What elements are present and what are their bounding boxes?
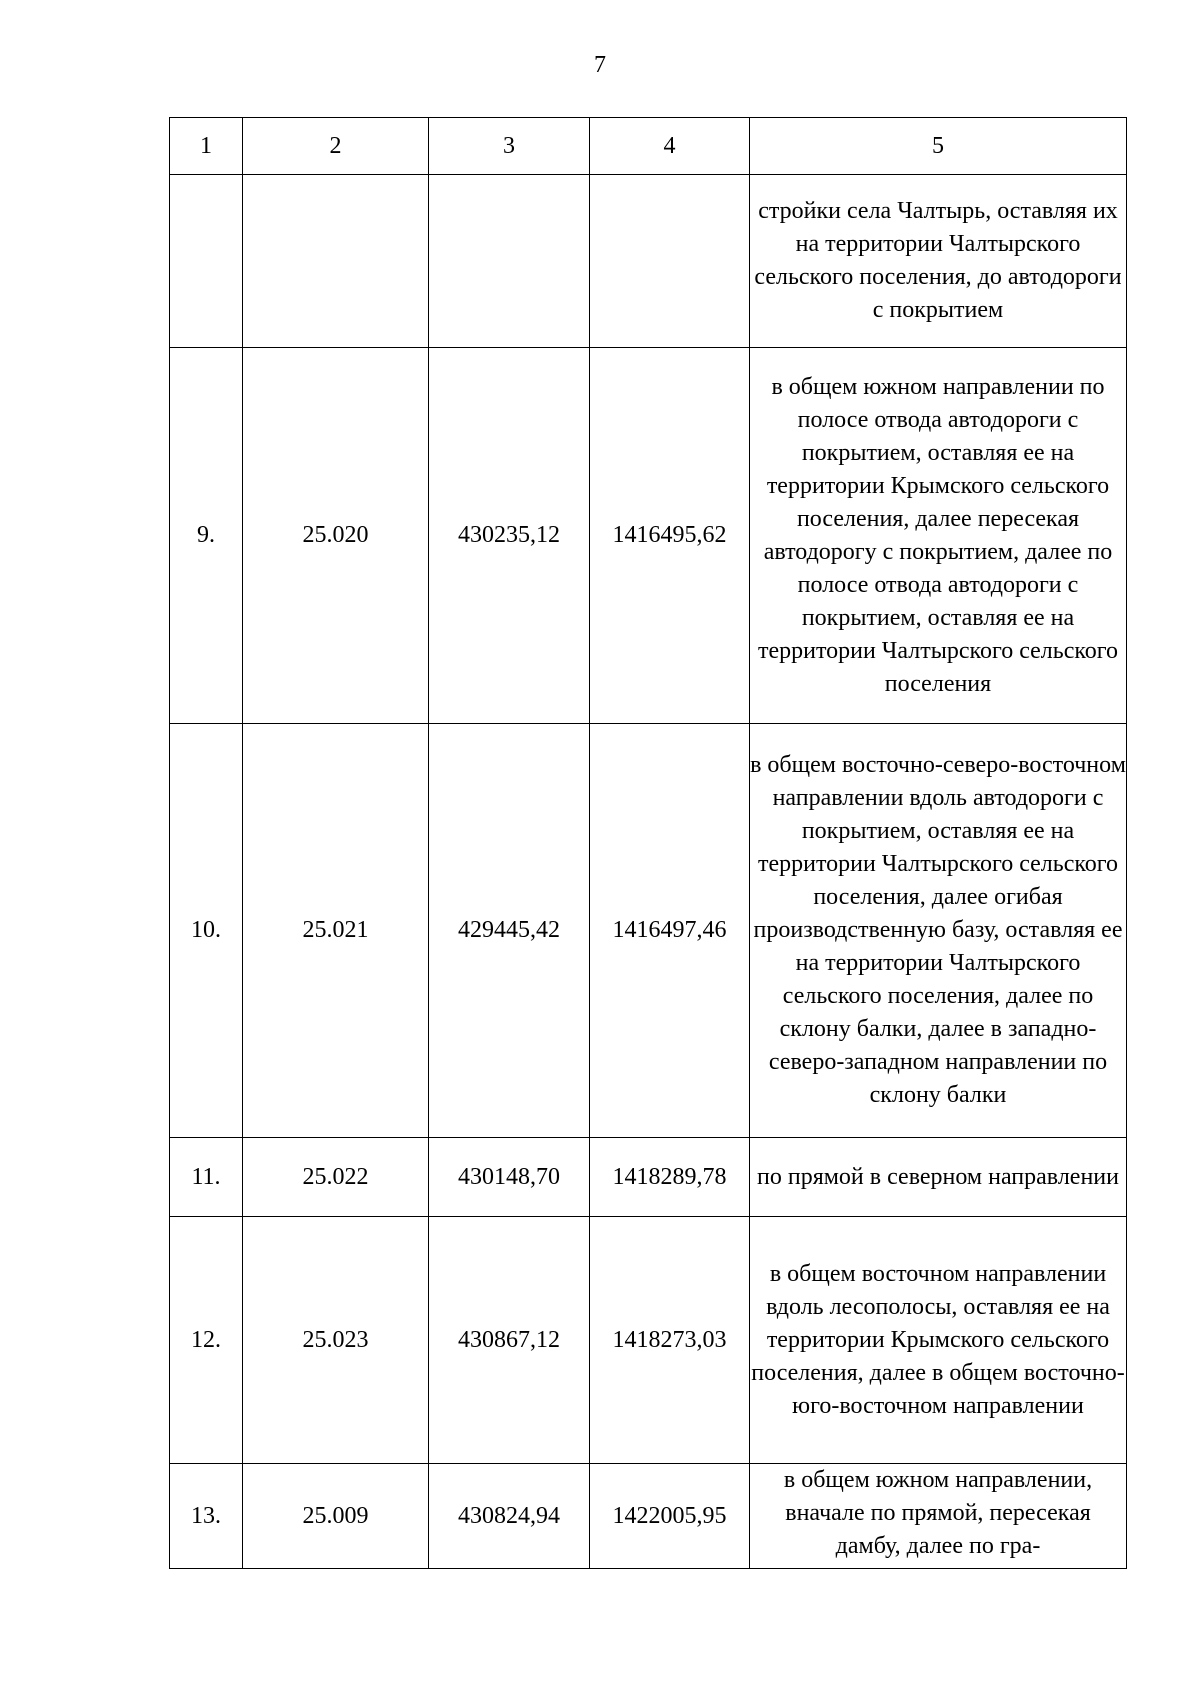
row-number-cell: 10. [170,724,243,1138]
row-number-cell [170,175,243,348]
row-number-cell: 9. [170,348,243,724]
description-cell: по прямой в северном направлении [750,1138,1127,1217]
table-row [170,1217,1127,1464]
y-coordinate-cell: 1416497,46 [590,724,750,1138]
point-id-cell: 25.022 [243,1138,429,1217]
point-id-cell: 25.021 [243,724,429,1138]
point-id-cell [243,175,429,348]
table-row [170,1464,1127,1569]
table-row [170,348,1127,724]
header-cell: 5 [750,118,1127,175]
row-number-cell: 13. [170,1464,243,1569]
table-row [170,175,1127,348]
row-number-cell: 11. [170,1138,243,1217]
y-coordinate-cell: 1416495,62 [590,348,750,724]
x-coordinate-cell: 430148,70 [429,1138,590,1217]
y-coordinate-cell: 1418289,78 [590,1138,750,1217]
point-id-cell: 25.009 [243,1464,429,1569]
description-cell: в общем южном направлении, вначале по прямой, пересекая дамбу, далее по гра- [750,1464,1127,1569]
description-cell: стройки села Чалтырь, оставляя их на территории Чалтырского сельского поселения, до автодороги с покрытием [750,175,1127,348]
x-coordinate-cell [429,175,590,348]
point-id-cell: 25.023 [243,1217,429,1464]
header-cell: 3 [429,118,590,175]
row-number-cell: 12. [170,1217,243,1464]
x-coordinate-cell: 429445,42 [429,724,590,1138]
description-cell: в общем южном направлении по полосе отвода автодороги с покрытием, оставляя ее на территории Крымского сельского поселения, далее пересекая автодорогу с покрытием, далее по полосе отвода автодороги с покрытием, оставляя ее на территории Чалтырского сельского поселения [750,348,1127,724]
point-id-cell: 25.020 [243,348,429,724]
header-cell: 4 [590,118,750,175]
y-coordinate-cell [590,175,750,348]
page-number: 7 [594,52,606,78]
y-coordinate-cell: 1422005,95 [590,1464,750,1569]
header-cell: 1 [170,118,243,175]
x-coordinate-cell: 430867,12 [429,1217,590,1464]
table-header-row [170,118,1127,175]
x-coordinate-cell: 430235,12 [429,348,590,724]
description-cell: в общем восточно-северо-восточном направлении вдоль автодороги с покрытием, оставляя ее на территории Чалтырского сельского поселения, далее огибая производственную базу, оставляя ее на территории Чалтырского сельского поселения, далее по склону балки, далее в западно-северо-западном направлении по склону балки [750,724,1127,1138]
header-cell: 2 [243,118,429,175]
table-row [170,1138,1127,1217]
y-coordinate-cell: 1418273,03 [590,1217,750,1464]
description-cell: в общем восточном направлении вдоль лесополосы, оставляя ее на территории Крымского сельского поселения, далее в общем восточно-юго-восточном направлении [750,1217,1127,1464]
boundary-table [169,117,1127,1569]
table-row [170,724,1127,1138]
x-coordinate-cell: 430824,94 [429,1464,590,1569]
